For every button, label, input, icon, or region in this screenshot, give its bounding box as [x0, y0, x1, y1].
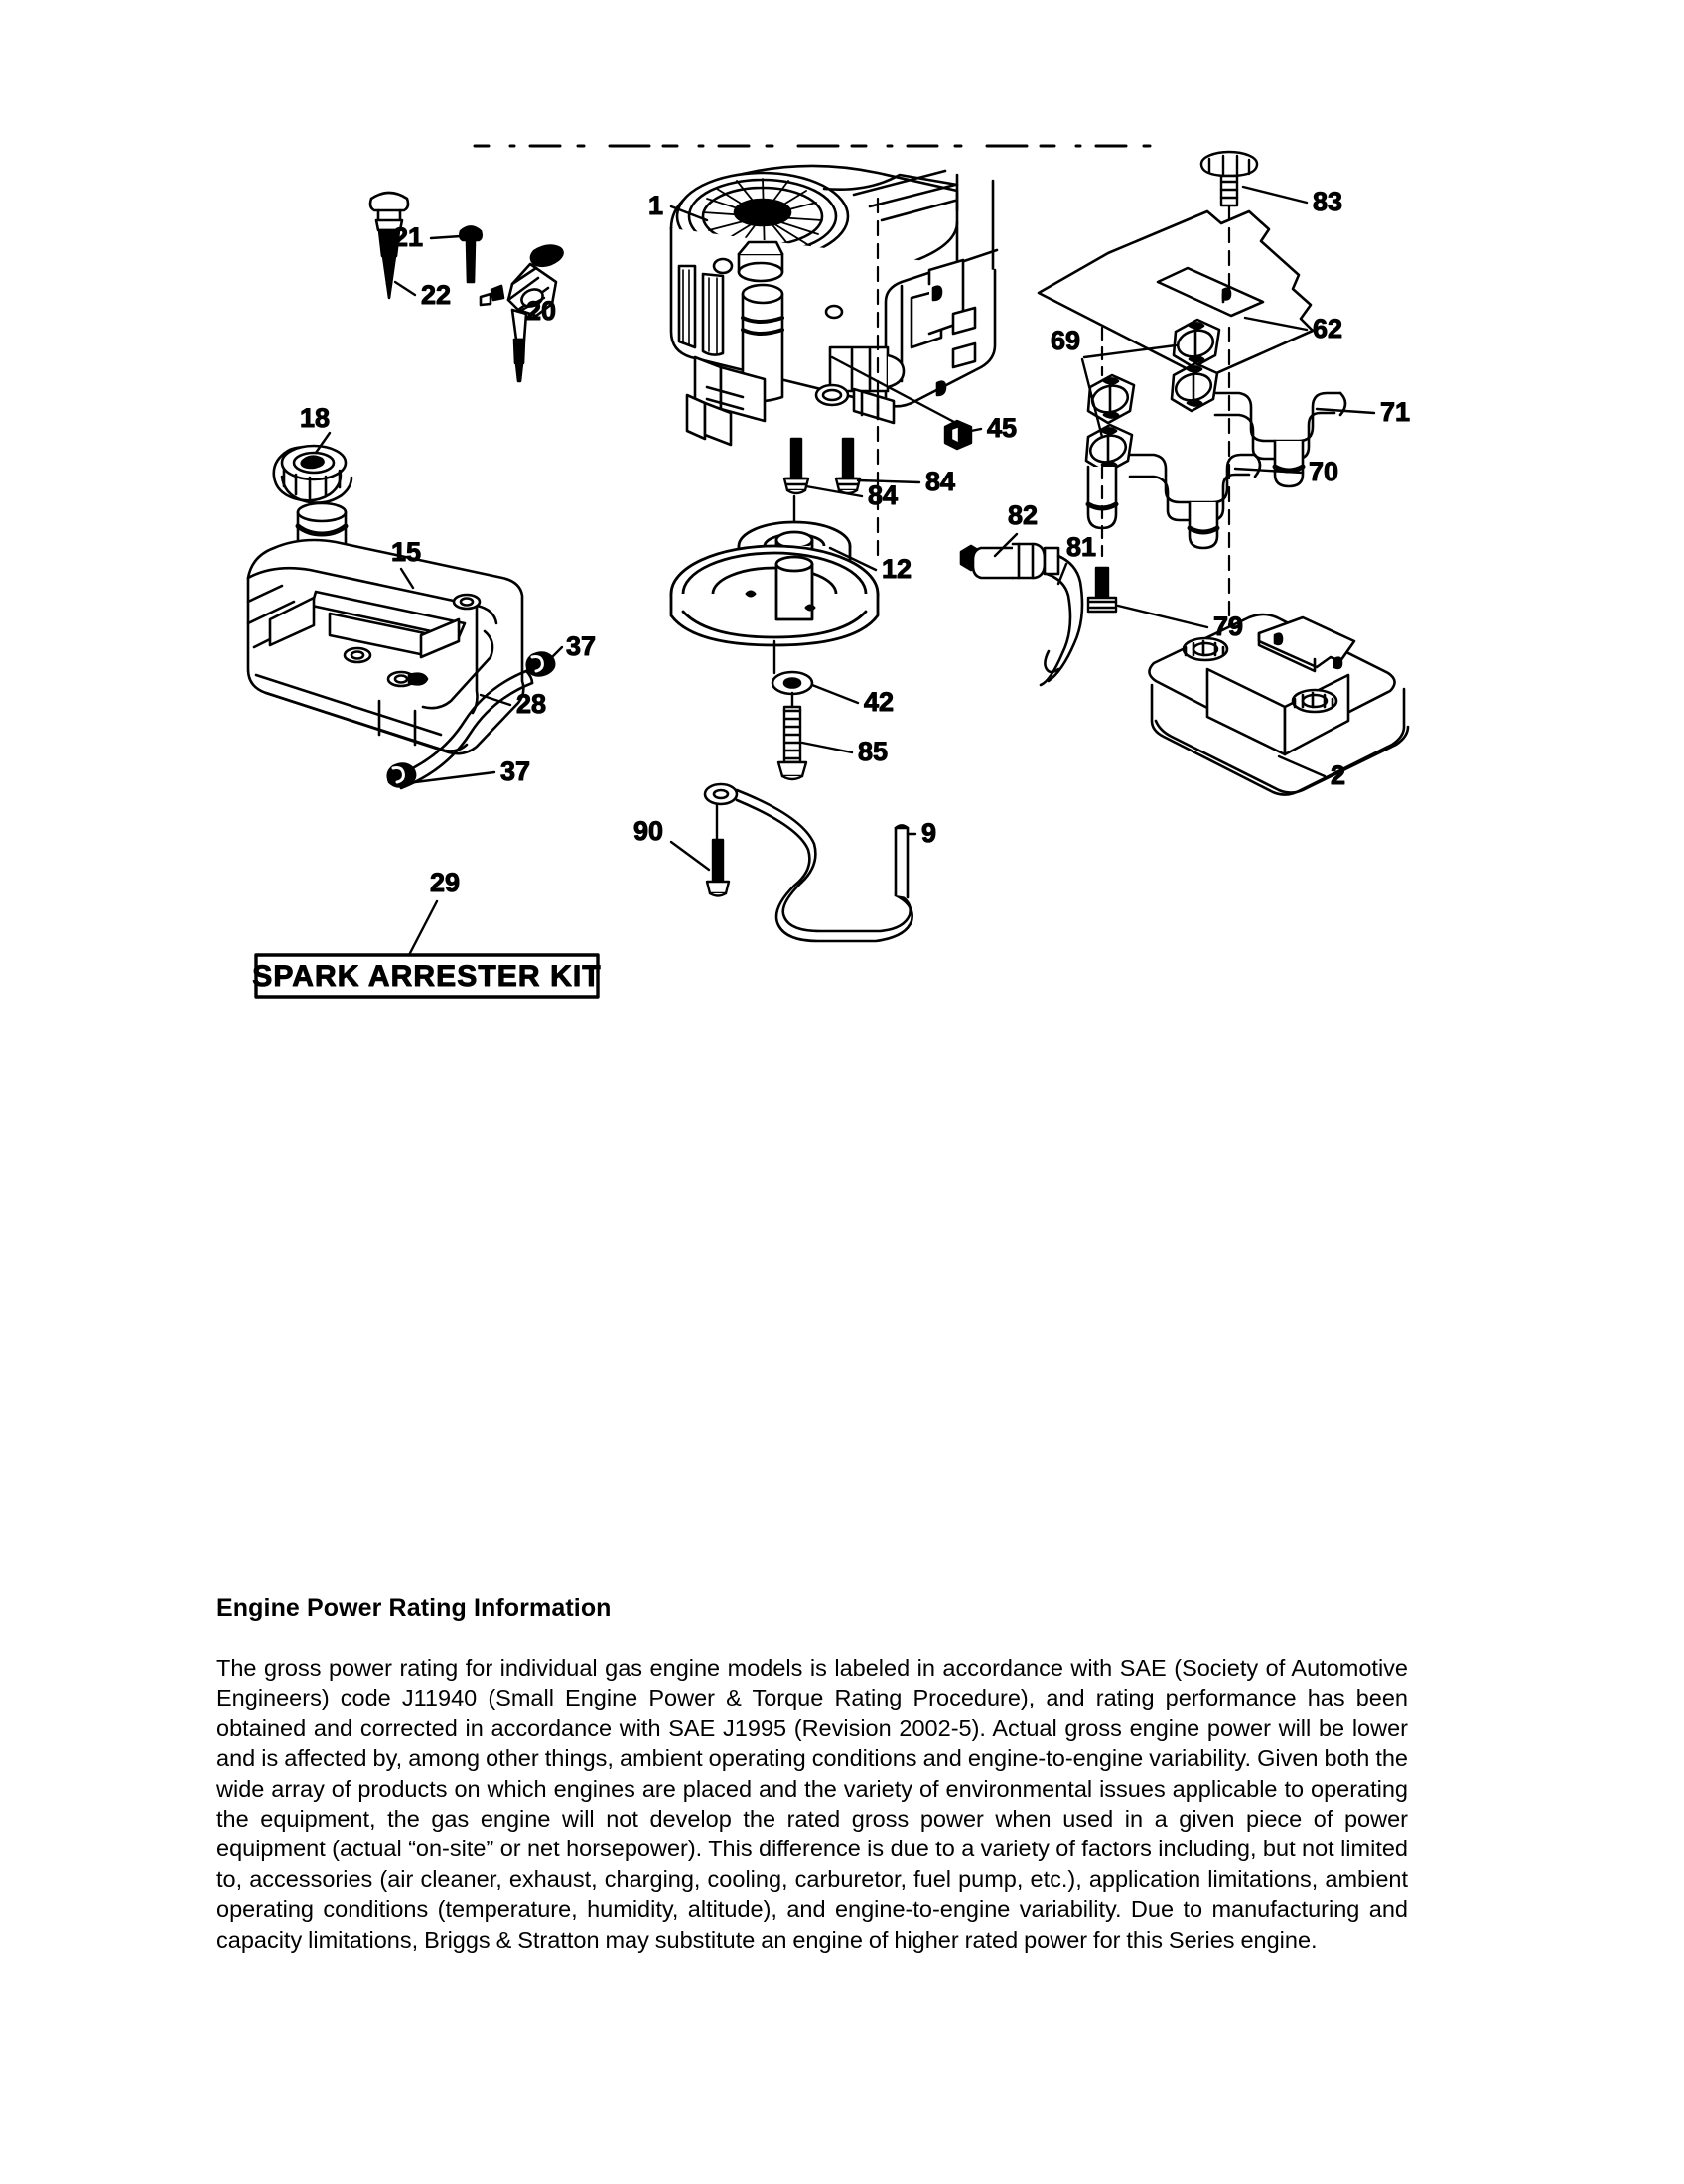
leader-37-upper [552, 647, 562, 657]
part-79-screw [1088, 568, 1116, 612]
part-90-screw [707, 804, 729, 896]
callout-85: 85 [858, 737, 889, 766]
callout-2: 2 [1331, 760, 1346, 790]
callout-29: 29 [429, 868, 461, 897]
part-37-clamp-lower [388, 763, 416, 786]
part-12-pulley [671, 522, 878, 645]
callout-45: 45 [987, 413, 1018, 443]
callout-28: 28 [516, 689, 547, 719]
callout-81: 81 [1066, 532, 1097, 562]
part-69-gasket-lower [1088, 375, 1134, 423]
callout-21: 21 [392, 222, 423, 252]
callout-79: 79 [1213, 612, 1244, 641]
callout-90: 90 [632, 816, 663, 846]
callout-18: 18 [299, 403, 330, 433]
part-21-screw [460, 227, 481, 283]
callout-69: 69 [1050, 326, 1080, 355]
part-82-fitting [961, 544, 1058, 578]
leader-29 [409, 901, 437, 955]
part-69-gasket-pipe70 [1086, 425, 1132, 473]
callout-84-left: 84 [868, 480, 899, 510]
callout-83: 83 [1313, 187, 1343, 216]
callout-20: 20 [526, 296, 557, 326]
engine-power-rating-section [216, 1594, 1408, 1955]
part-42-washer [772, 672, 812, 694]
callout-9: 9 [921, 818, 937, 848]
callout-71: 71 [1380, 397, 1411, 427]
callout-37-lower: 37 [500, 756, 531, 786]
callout-62: 62 [1313, 314, 1343, 343]
leader-42 [812, 685, 858, 703]
callout-82: 82 [1007, 500, 1039, 530]
part-9-rod [705, 784, 912, 941]
exploded-parts-diagram [0, 0, 1684, 1052]
callout-12: 12 [882, 554, 912, 584]
leader-22 [395, 282, 415, 295]
leader-79 [1118, 606, 1207, 627]
leader-90 [671, 842, 709, 870]
part-18-fuel-cap [274, 446, 351, 503]
leader-37-lower [415, 772, 494, 782]
part-84-screw-left [784, 439, 808, 493]
leader-21 [431, 236, 461, 238]
part-83-screw [1201, 152, 1257, 205]
leader-85 [802, 743, 852, 752]
callout-22: 22 [421, 280, 452, 310]
leader-2 [1279, 756, 1325, 776]
part-1-engine [671, 166, 997, 445]
callout-84-right: 84 [925, 467, 956, 496]
callout-15: 15 [391, 537, 422, 567]
spark-arrester-kit-label: SPARK ARRESTER KIT [252, 960, 602, 993]
part-69-gasket-pipe71 [1172, 363, 1217, 411]
engine-power-rating-heading: Engine Power Rating Information [216, 1594, 612, 1622]
callout-70: 70 [1309, 457, 1339, 486]
part-37-clamp-upper [527, 652, 555, 675]
part-2-muffler [1149, 614, 1408, 795]
leader-83 [1243, 187, 1307, 203]
leader-45 [971, 429, 981, 431]
callout-42: 42 [864, 687, 895, 717]
engine-power-rating-body: The gross power rating for individual gas engine models is labeled in accordance with SAE (Society of Automotive Engineers) code J11940 (Small Engine Power & Torque Rating Procedure), and rating performance has been obtained and corrected in accordance with SAE J1995 (Revision 2002-5). Actual gross engine power will be lower and is affected by, among other things, ambient operating conditions and engine-to-engine variability. Given both the wide array of products on which engines are placed and the variety of environmental issues applicable to operating the equipment, the gas engine will not develop the rated gross power when used in a given piece of power equipment (actual “on-site” or net horsepower). This difference is due to a variety of factors including, but not limited to, accessories (air cleaner, exhaust, charging, cooling, carburetor, fuel pump, etc.), application limitations, ambient operating conditions (temperature, humidity, altitude), and engine-to-engine variability. Due to manufacturing and capacity limitations, Briggs & Stratton may substitute an engine of higher rated power for this Series engine. [216, 1655, 1408, 1953]
callout-37-upper: 37 [566, 631, 597, 661]
part-84-screw-right [836, 439, 860, 493]
callout-1: 1 [647, 191, 663, 220]
